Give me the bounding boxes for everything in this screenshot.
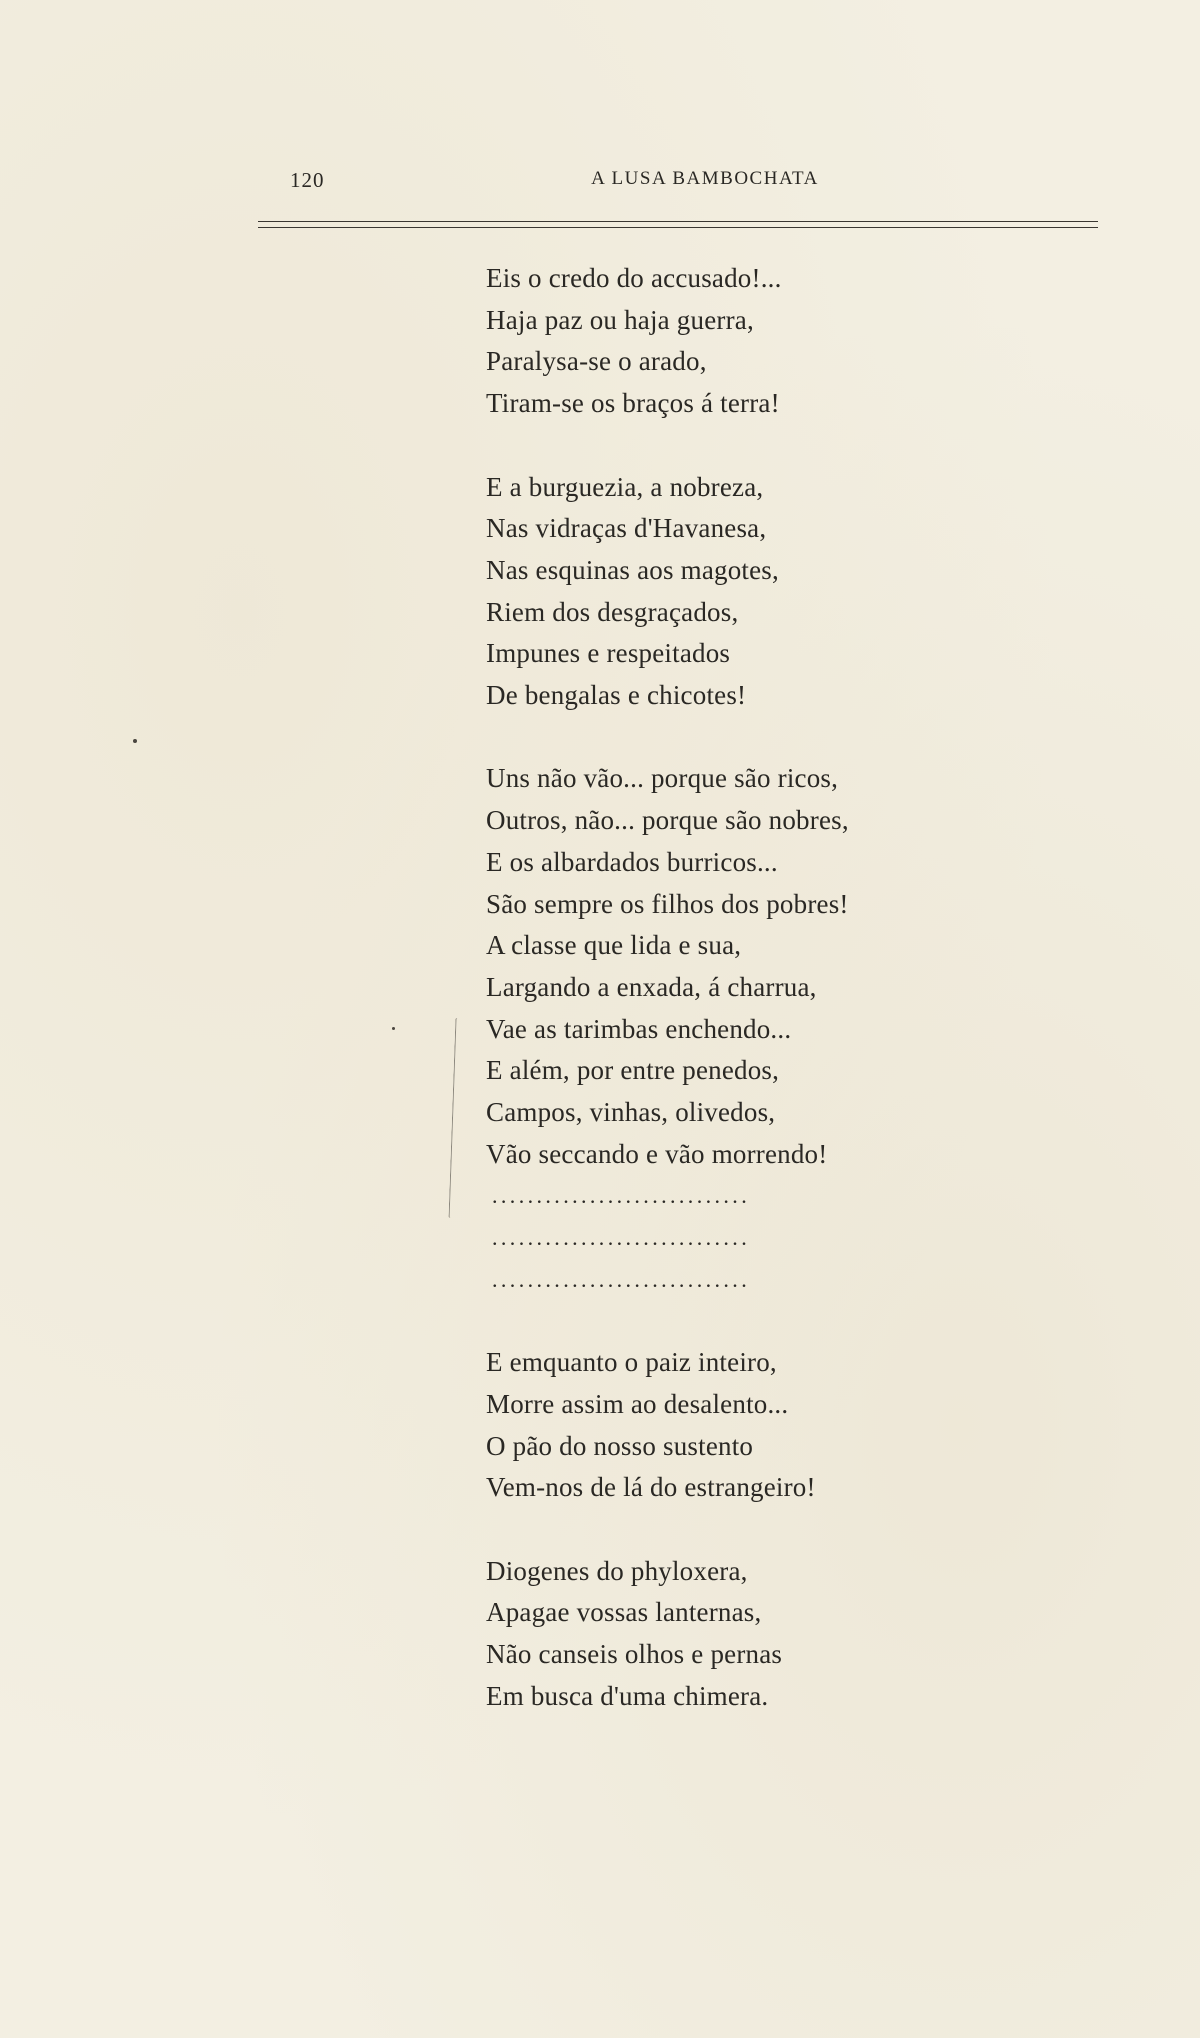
running-head <box>290 168 1100 198</box>
verse-line: Tiram-se os braços á terra! <box>486 388 780 419</box>
dot-line: ............................. <box>492 1183 751 1209</box>
stanza <box>486 1551 1006 1718</box>
verse-line: E a burguezia, a nobreza, <box>486 471 764 502</box>
verse-line: Paralysa-se o arado, <box>486 346 707 377</box>
paper-speck <box>133 739 137 743</box>
verse-line: De bengalas e chicotes! <box>486 680 747 711</box>
verse-line: Nas vidraças d'Havanesa, <box>486 513 767 544</box>
verse-line: São sempre os filhos dos pobres! <box>486 888 849 919</box>
verse-line: Vão seccando e vão morrendo! <box>486 1138 828 1169</box>
verse-line: Riem dos desgraçados, <box>486 596 739 627</box>
verse-line: Não canseis olhos e pernas <box>486 1639 783 1670</box>
running-title: A LUSA BAMBOCHATA <box>591 168 819 189</box>
dot-line: ............................. <box>492 1225 751 1251</box>
verse-line: Diogenes do phyloxera, <box>486 1555 748 1586</box>
header-double-rule <box>258 221 1098 228</box>
stanza <box>486 467 1006 717</box>
verse-line: Impunes e respeitados <box>486 638 731 669</box>
verse-line: Haja paz ou haja guerra, <box>486 304 754 335</box>
omission-dots <box>492 1175 1006 1300</box>
verse-line: E além, por entre penedos, <box>486 1055 780 1086</box>
verse-line: Vae as tarimbas enchendo... <box>486 1013 792 1044</box>
paper-speck <box>392 1027 395 1030</box>
verse-line: E emquanto o paiz inteiro, <box>486 1347 777 1378</box>
dot-line: ............................. <box>492 1266 751 1292</box>
verse-line: O pão do nosso sustento <box>486 1430 754 1461</box>
verse-line: Eis o credo do accusado!... <box>486 263 782 293</box>
stanza <box>486 1342 1006 1509</box>
pencil-margin-mark <box>449 1018 460 1218</box>
poem <box>486 258 1006 1759</box>
verse-line: Outros, não... porque são nobres, <box>486 805 849 836</box>
verse-line: Uns não vão... porque são ricos, <box>486 763 839 794</box>
verse-line: Morre assim ao desalento... <box>486 1388 789 1419</box>
stanza <box>486 258 1006 425</box>
verse-line: Nas esquinas aos magotes, <box>486 554 779 585</box>
verse-line: Largando a enxada, á charrua, <box>486 971 817 1002</box>
page-number: 120 <box>290 168 325 192</box>
verse-line: Campos, vinhas, olivedos, <box>486 1097 776 1128</box>
verse-line: Apagae vossas lanternas, <box>486 1597 762 1628</box>
verse-line: A classe que lida e sua, <box>486 930 742 961</box>
stanza <box>486 758 1006 1175</box>
verse-line: Em busca d'uma chimera. <box>486 1680 769 1711</box>
verse-line: Vem-nos de lá do estrangeiro! <box>486 1472 816 1503</box>
verse-line: E os albardados burricos... <box>486 846 778 877</box>
